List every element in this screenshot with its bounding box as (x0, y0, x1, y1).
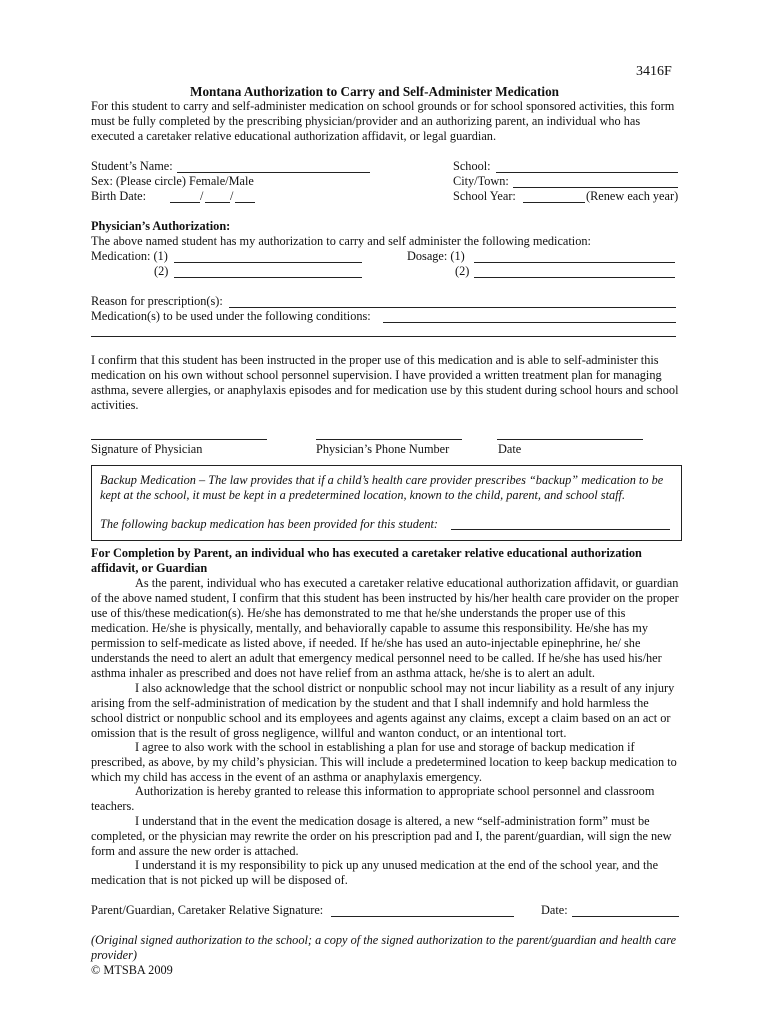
dosage-2-label: (2) (455, 264, 470, 278)
dosage-2-field[interactable] (474, 277, 675, 278)
conditions-label: Medication(s) to be used under the following conditions: (91, 309, 371, 323)
school-year-field[interactable] (523, 202, 585, 203)
dosage-1-field[interactable] (474, 262, 675, 263)
physician-signature-label: Signature of Physician (91, 442, 203, 456)
parent-date-field[interactable] (572, 916, 679, 917)
sex-label: Sex: (Please circle) Female/Male (91, 174, 254, 188)
copyright: © MTSBA 2009 (91, 963, 173, 977)
backup-medication-text: Backup Medication – The law provides that if a child’s health care provider prescribes “backup” medication to be kept at the school, it must be kept in a predetermined location, known to the child, parent, and school staff. (100, 473, 664, 502)
parent-paragraph-4: Authorization is hereby granted to release this information to appropriate school personnel and classroom teachers. (91, 784, 655, 813)
student-name-label: Student’s Name: (91, 159, 173, 173)
dosage-label: Dosage: (1) (407, 249, 465, 263)
physician-signature-field[interactable] (91, 439, 267, 440)
parent-date-label: Date: (541, 903, 568, 917)
parent-paragraph-2: I also acknowledge that the school district or nonpublic school may not incur liability as a result of any injury arising from the self-administration of medication by the student and that I shall indemnify and hold harmless the school district or nonpublic school and its employees and agents against any claims, except a claim based on an act or omission that is the result of gross negligence, willful and wanton conduct, or an intentional tort. (91, 681, 675, 740)
conditions-field[interactable] (383, 322, 676, 323)
reason-field[interactable] (229, 307, 676, 308)
form-number: 3416F (636, 64, 672, 79)
parent-paragraph-3: I agree to also work with the school in establishing a plan for use and storage of backup medication if prescribed, as above, by my child’s physician. This will include a predetermined location to keep backup medication to which my child has access in the event of an asthma or anaphylaxis emergency. (91, 740, 677, 784)
parent-paragraph-6: I understand it is my responsibility to pick up any unused medication at the end of the school year, and the medication that is not picked up will be disposed of. (91, 858, 659, 887)
medication-label: Medication: (1) (91, 249, 168, 263)
parent-paragraph-1: As the parent, individual who has executed a caretaker relative educational authorization affidavit, or guardian of the above named student, I confirm that this student has been instructed by his/her health care provider on the proper use of this/these medication(s). He/she has demonstrated to me that he/she understands the proper use of this medication. He/she is physically, mentally, and behaviorally capable to assume this responsibility. He/she has my permission to self-medicate as listed above, if needed. If he/she has used an auto-injectable epinephrine, he/ she understands the need to alert an adult that emergency medical personnel need to be called. If he/she has used his/her asthma inhaler as prescribed and does not have relief from an asthma attack, he/she is to alert an adult. (91, 576, 679, 680)
backup-medication-field[interactable] (451, 529, 670, 530)
school-year-label: School Year: (453, 189, 516, 203)
birth-date-label: Birth Date: (91, 189, 146, 203)
birth-year-field[interactable] (235, 202, 255, 203)
city-field[interactable] (513, 187, 678, 188)
parent-heading: For Completion by Parent, an individual who has executed a caretaker relative educational authorization affidavit, or Guardian (91, 546, 642, 575)
school-field[interactable] (496, 172, 678, 173)
conditions-field-line-2[interactable] (91, 336, 676, 337)
parent-signature-label: Parent/Guardian, Caretaker Relative Signature: (91, 903, 324, 917)
birth-separator: / (230, 189, 234, 203)
birth-month-field[interactable] (170, 202, 200, 203)
parent-signature-field[interactable] (331, 916, 514, 917)
reason-label: Reason for prescription(s): (91, 294, 223, 308)
renew-note: (Renew each year) (586, 189, 679, 203)
physician-phone-label: Physician’s Phone Number (316, 442, 450, 456)
birth-separator: / (200, 189, 204, 203)
intro-text: For this student to carry and self-administer medication on school grounds or for school sponsored activities, this form must be fully completed by the prescribing physician/provider and an authorizing parent, an individual who has executed a caretaker relative educational authorization affidavit, or legal guardian. (91, 99, 675, 143)
physician-confirmation: I confirm that this student has been instructed in the proper use of this medication and is able to self-administer this medication on his own without school personnel supervision. I have provided a written treatment plan for managing asthma, severe allergies, or anaphylaxis episodes and for medication use by this student during school hours and school activities. (91, 353, 679, 412)
physician-date-label: Date (498, 442, 522, 456)
medication-2-field[interactable] (174, 277, 362, 278)
physician-date-field[interactable] (497, 439, 643, 440)
medication-2-label: (2) (154, 264, 169, 278)
city-label: City/Town: (453, 174, 509, 188)
birth-day-field[interactable] (205, 202, 230, 203)
backup-provided-label: The following backup medication has been provided for this student: (100, 517, 439, 531)
physician-statement: The above named student has my authorization to carry and self administer the following medication: (91, 234, 591, 248)
physician-heading: Physician’s Authorization: (91, 219, 231, 233)
distribution-note: (Original signed authorization to the school; a copy of the signed authorization to the parent/guardian and health care provider) (91, 933, 677, 962)
physician-phone-field[interactable] (316, 439, 462, 440)
student-name-field[interactable] (177, 172, 370, 173)
medication-1-field[interactable] (174, 262, 362, 263)
parent-paragraph-5: I understand that in the event the medication dosage is altered, a new “self-administration form” must be completed, or the physician may rewrite the order on his prescription pad and I, the parent/guardian, will sign the new form and assure the new order is attached. (91, 814, 672, 858)
school-label: School: (453, 159, 491, 173)
page-title: Montana Authorization to Carry and Self-Administer Medication (190, 84, 559, 99)
